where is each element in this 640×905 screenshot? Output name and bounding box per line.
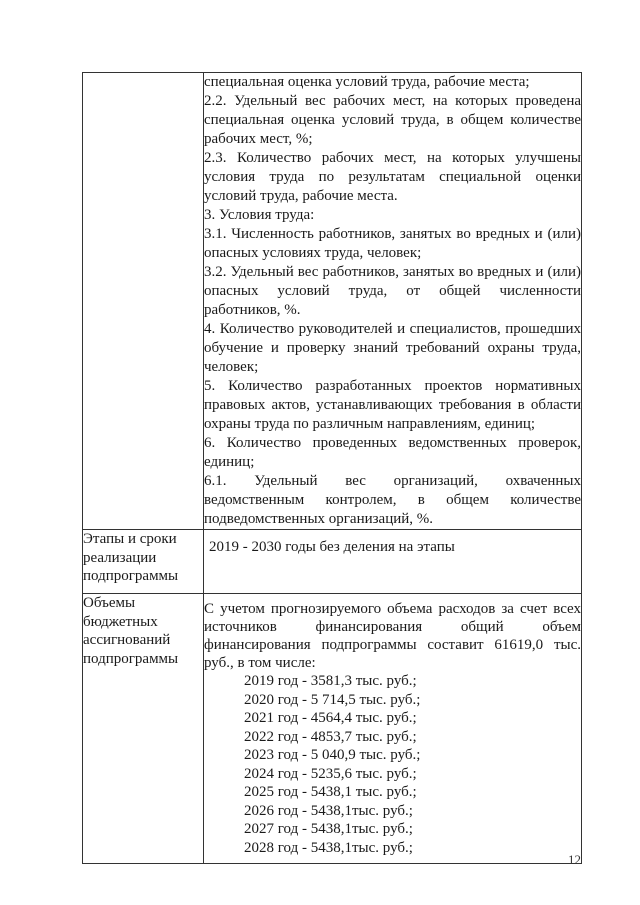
funding-year-item: 2019 год - 3581,3 тыс. руб.; xyxy=(244,673,417,689)
funding-year-item: 2027 год - 5438,1тыс. руб.; xyxy=(244,821,413,837)
funding-year-item: 2026 год - 5438,1тыс. руб.; xyxy=(244,802,413,819)
funding-value-cell xyxy=(204,594,582,864)
stages-value: 2019 - 2030 годы без деления на этапы xyxy=(209,539,455,555)
page-number: 12 xyxy=(568,852,581,867)
funding-year-item: 2024 год - 5235,6 тыс. руб.; xyxy=(244,765,417,782)
funding-row xyxy=(83,594,582,864)
indicator-paragraph: 3. Условия труда: xyxy=(204,207,315,223)
funding-year-item: 2022 год - 4853,7 тыс. руб.; xyxy=(244,728,417,745)
indicator-paragraph: 6. Количество проведенных ведомственных проверок, единиц; xyxy=(204,435,581,470)
indicator-paragraph: специальная оценка условий труда, рабочие места; xyxy=(204,74,530,90)
indicators-value-cell xyxy=(204,73,582,530)
funding-years-list xyxy=(204,672,581,863)
funding-label-cell xyxy=(83,594,204,864)
indicator-paragraph: 2.2. Удельный вес рабочих мест, на которых проведена специальная оценка условий труда, в общем количестве рабочих мест, %; xyxy=(204,93,581,147)
stages-label-line: реализации xyxy=(83,549,157,566)
funding-year-item: 2025 год - 5438,1 тыс. руб.; xyxy=(244,784,417,800)
funding-label-line: ассигнований xyxy=(83,632,171,648)
indicator-paragraph: 3.2. Удельный вес работников, занятых во вредных и (или) опасных условий труда, от общей численности работников, %. xyxy=(204,264,581,318)
funding-year-item: 2028 год - 5438,1тыс. руб.; xyxy=(244,839,413,856)
indicator-paragraph: 2.3. Количество рабочих мест, на которых улучшены условия труда по результатам специальной оценки условий труда, рабочие места. xyxy=(204,150,581,204)
funding-label-line: Объемы xyxy=(83,595,136,611)
stages-value-cell xyxy=(204,530,582,594)
indicators-row xyxy=(83,73,582,530)
indicators-label-cell xyxy=(83,73,204,530)
funding-year-item: 2023 год - 5 040,9 тыс. руб.; xyxy=(244,747,421,763)
funding-intro: С учетом прогнозируемого объема расходов за счет всех источников финансирования общий объем финансирования подпрограммы составит 61619,0 тыс. руб., в том числе: xyxy=(204,601,581,671)
indicator-paragraph: 6.1. Удельный вес организаций, охваченных ведомственным контролем, в общем количестве подведомственных организаций, %. xyxy=(204,473,581,527)
indicator-paragraph: 5. Количество разработанных проектов нормативных правовых актов, устанавливающих требования в области охраны труда по различным направлениям, единиц; xyxy=(204,378,581,432)
stages-label-line: подпрограммы xyxy=(83,568,179,584)
stages-label-line: Этапы и сроки xyxy=(83,531,177,547)
indicator-paragraph: 3.1. Численность работников, занятых во вредных и (или) опасных условиях труда, человек; xyxy=(204,226,581,261)
funding-label-line: подпрограммы xyxy=(83,650,179,667)
funding-label-line: бюджетных xyxy=(83,613,158,630)
funding-year-item: 2020 год - 5 714,5 тыс. руб.; xyxy=(244,691,421,708)
stages-row xyxy=(83,530,582,594)
subprogram-passport-table xyxy=(82,72,582,864)
indicator-paragraph: 4. Количество руководителей и специалистов, прошедших обучение и проверку знаний требований охраны труда, человек; xyxy=(204,321,581,375)
funding-year-item: 2021 год - 4564,4 тыс. руб.; xyxy=(244,710,417,726)
stages-label-cell xyxy=(83,530,204,594)
